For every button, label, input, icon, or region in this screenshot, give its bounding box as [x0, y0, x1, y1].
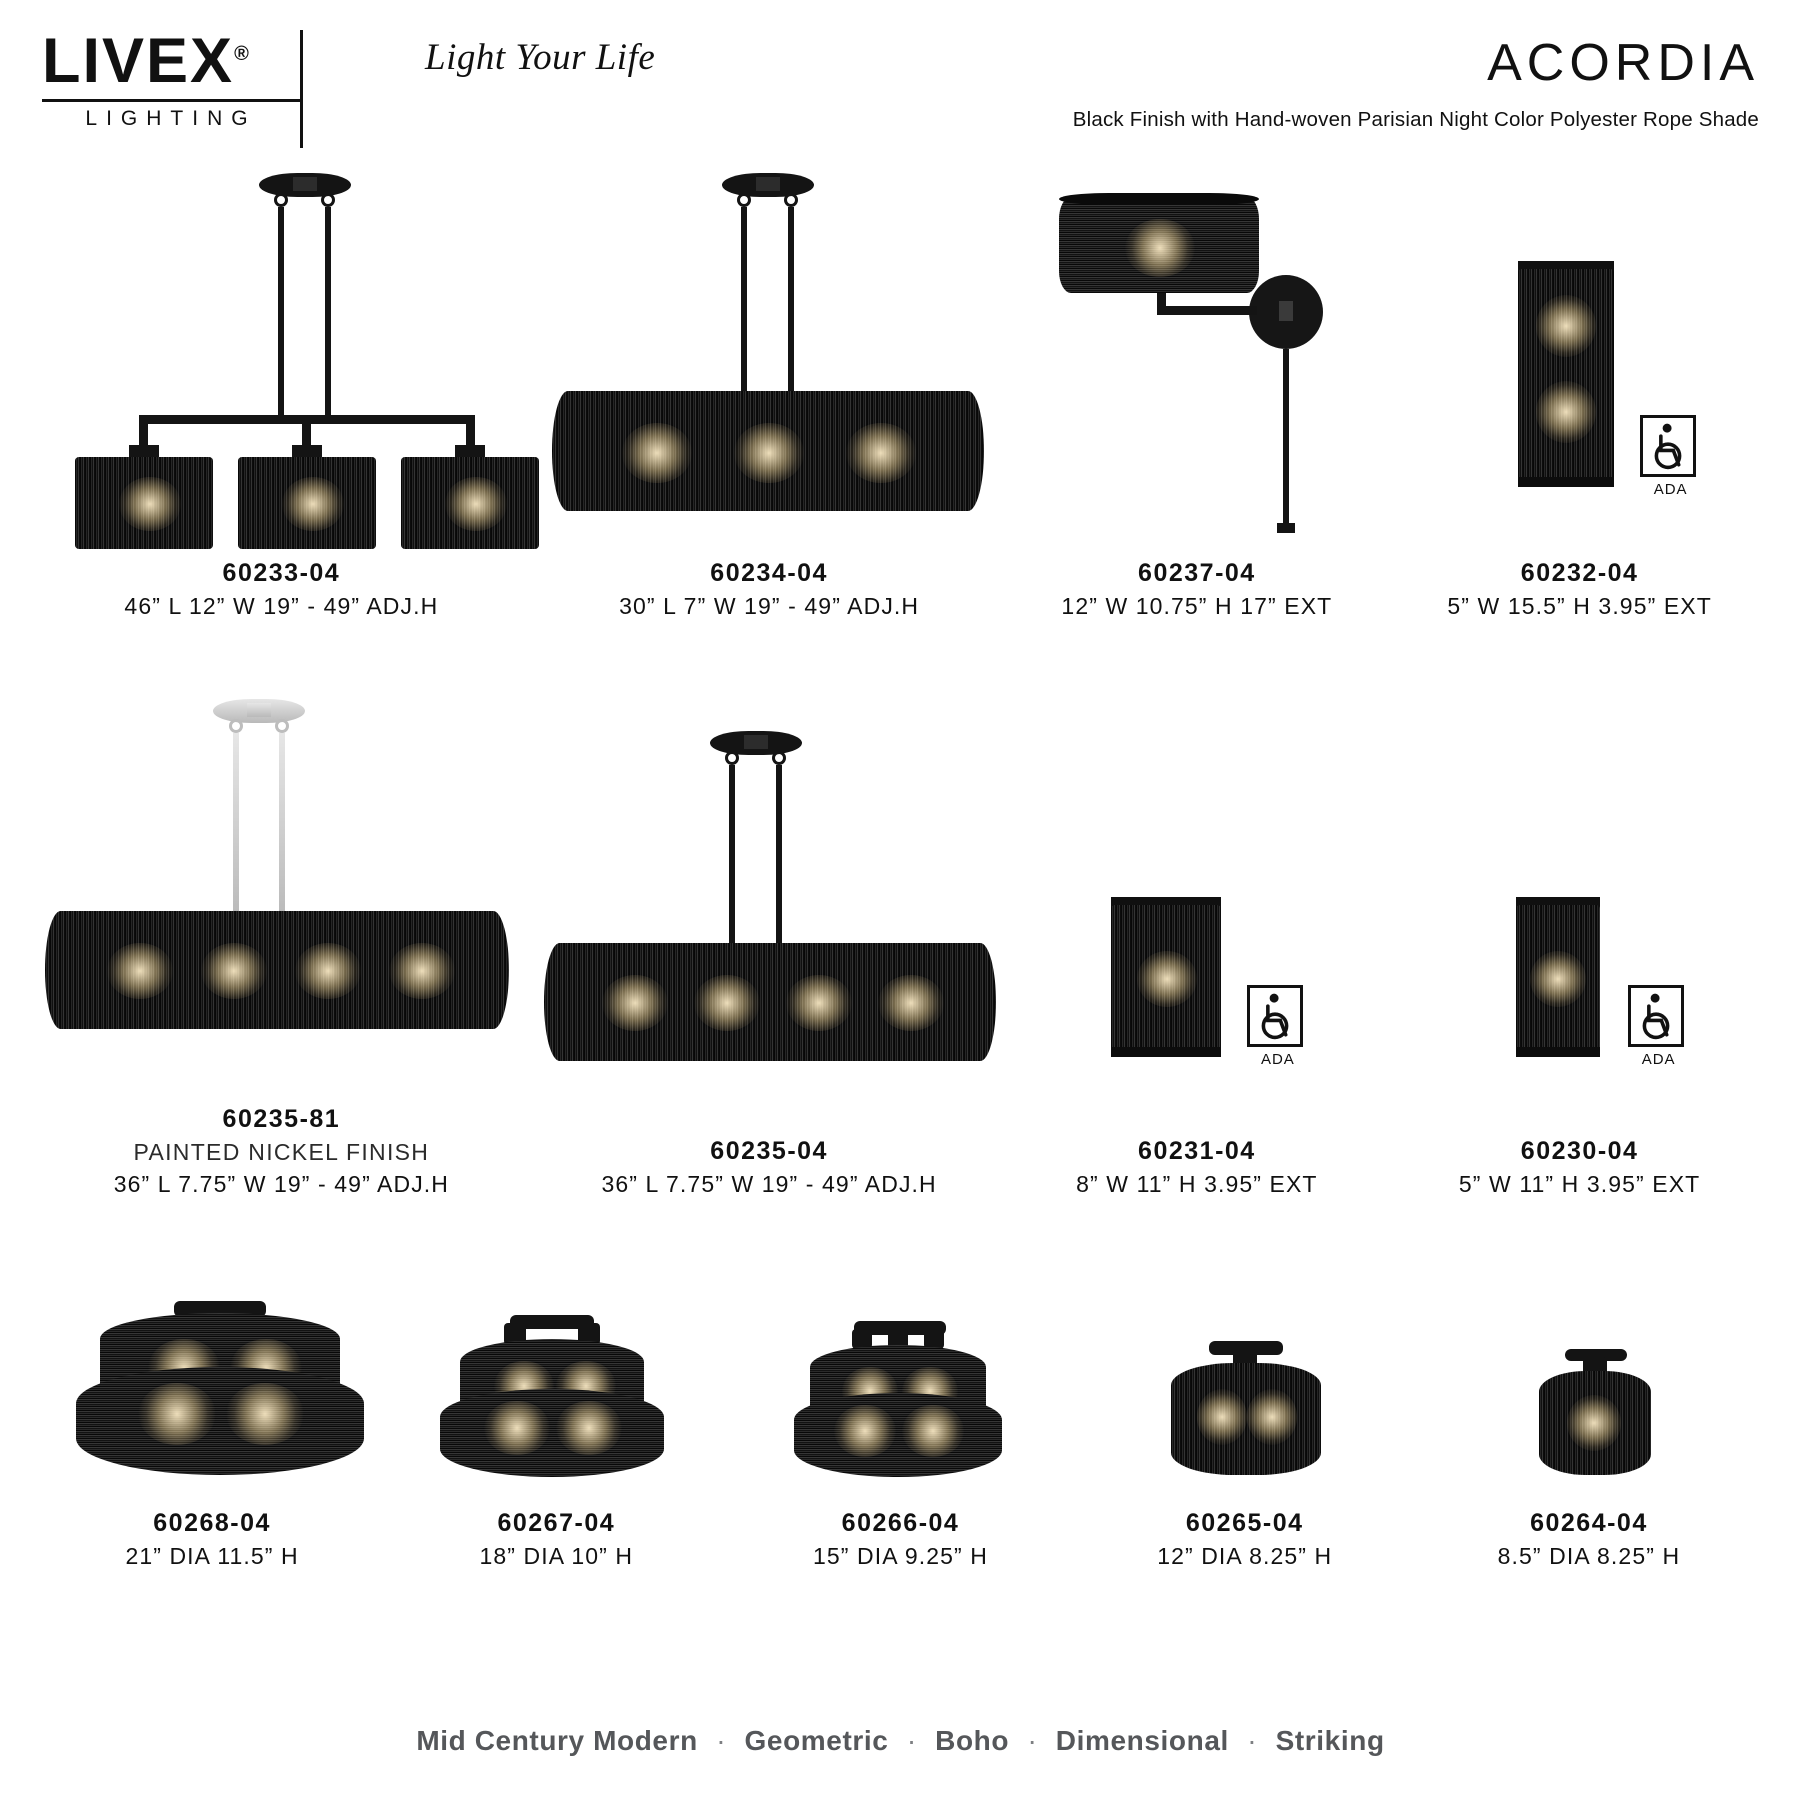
rope-shade-wide [1111, 905, 1221, 1051]
product-illustration-60267 [384, 1293, 728, 1503]
product-illustration-60232 [1390, 163, 1770, 553]
product-illustration-60268 [40, 1293, 384, 1503]
bulb-glow [622, 423, 692, 483]
product-sku: 60264-04 [1530, 1509, 1648, 1537]
product-illustration-60264 [1417, 1293, 1761, 1503]
product-sku: 60232-04 [1520, 559, 1639, 587]
product-illustration-60235-81 [31, 689, 531, 1099]
keyword-4: Striking [1275, 1725, 1385, 1756]
rope-drum-shade [1059, 197, 1259, 293]
product-dimensions: 36” L 7.75” W 19” - 49” ADJ.H [601, 1171, 937, 1197]
product-dimensions: 12” W 10.75” H 17” EXT [1061, 593, 1333, 619]
product-caption [534, 1137, 1004, 1198]
bulb-glow [786, 975, 852, 1031]
product-caption [1007, 559, 1387, 620]
swing-arm-horizontal [1157, 306, 1257, 315]
product-caption [31, 1105, 531, 1198]
bulb-glow [1247, 1389, 1297, 1445]
product-cell[interactable] [31, 689, 531, 1198]
product-dimensions: 21” DIA 11.5” H [125, 1543, 299, 1569]
brand-tagline: Light Your Life [425, 37, 656, 78]
rope-shade-oval [544, 943, 996, 1061]
support-stem-right [788, 207, 794, 397]
product-caption [534, 559, 1004, 620]
bulb-glow [226, 1383, 304, 1445]
product-cell[interactable] [1390, 721, 1770, 1198]
rope-drum-shade [1539, 1371, 1651, 1475]
bulb-glow [484, 1401, 550, 1455]
product-illustration-60233 [31, 163, 531, 553]
bulb-glow [1125, 219, 1195, 277]
hanger-loop-right [275, 719, 289, 733]
bulb-glow [834, 1405, 896, 1457]
hanger-loop-left [274, 193, 288, 207]
rope-shade-right [401, 457, 539, 549]
product-illustration-60237 [1007, 163, 1387, 553]
hanger-loop-left [725, 751, 739, 765]
product-illustration-60230 [1390, 721, 1770, 1131]
bulb-glow [734, 423, 804, 483]
product-caption [1007, 1137, 1387, 1198]
product-illustration-60266 [728, 1293, 1072, 1503]
logo-vertical-divider [300, 30, 303, 148]
product-illustration-60265 [1073, 1293, 1417, 1503]
product-sku: 60266-04 [841, 1509, 960, 1537]
product-illustration-60231 [1007, 721, 1387, 1131]
product-cell[interactable] [40, 1293, 384, 1570]
brand-logo [42, 26, 342, 131]
product-sku: 60268-04 [153, 1509, 271, 1537]
canopy-detail [293, 177, 317, 191]
rope-drum-lower [76, 1367, 364, 1475]
bulb-glow [878, 975, 944, 1031]
ada-label: ADA [1653, 481, 1688, 498]
product-caption [1073, 1509, 1417, 1570]
product-dimensions: 36” L 7.75” W 19” - 49” ADJ.H [113, 1171, 450, 1197]
shade-top-rim [1059, 193, 1259, 205]
support-stem-left [729, 765, 735, 951]
bulb-glow [1530, 951, 1586, 1007]
footer-keywords [0, 1725, 1801, 1757]
bulb-glow [1536, 295, 1596, 357]
sconce-bottom-cap [1516, 1047, 1600, 1057]
product-dimensions: 5” W 11” H 3.95” EXT [1458, 1171, 1701, 1197]
product-row-3 [0, 1260, 1801, 1570]
ada-badge [1628, 985, 1684, 1068]
product-caption [40, 1509, 384, 1570]
product-sku: 60230-04 [1520, 1137, 1639, 1165]
cord-plug [1277, 523, 1295, 533]
product-caption [31, 559, 531, 620]
product-row-2 [0, 658, 1801, 1198]
keyword-2: Boho [935, 1725, 1010, 1756]
product-dimensions: 12” DIA 8.25” H [1157, 1543, 1333, 1569]
support-stem-left [741, 207, 747, 397]
rope-shade-oval [552, 391, 984, 511]
product-dimensions: 15” DIA 9.25” H [812, 1543, 989, 1569]
rope-drum-lower [794, 1393, 1002, 1477]
product-caption [1417, 1509, 1761, 1570]
backplate-switch [1279, 301, 1293, 321]
hanger-loop-right [772, 751, 786, 765]
product-sku: 60233-04 [222, 559, 341, 587]
ada-badge [1640, 415, 1696, 498]
product-illustration-60235-04 [534, 721, 1004, 1131]
keyword-0: Mid Century Modern [416, 1725, 698, 1756]
bulb-glow [556, 1401, 622, 1455]
canopy-detail [744, 735, 768, 749]
product-cell[interactable] [1390, 163, 1770, 620]
hanger-loop-right [321, 193, 335, 207]
keyword-separator: · [1247, 1725, 1258, 1756]
product-cell[interactable] [1073, 1293, 1417, 1570]
keyword-3: Dimensional [1055, 1725, 1229, 1756]
series-title: ACORDIA [1487, 34, 1759, 92]
rope-shade-left [75, 457, 213, 549]
registered-trademark-icon: ® [234, 43, 249, 65]
product-sku: 60237-04 [1138, 559, 1256, 587]
product-sku: 60231-04 [1138, 1137, 1256, 1165]
product-dimensions: 8” W 11” H 3.95” EXT [1076, 1171, 1318, 1197]
product-finish: PAINTED NICKEL FINISH [133, 1139, 430, 1165]
support-stem-right [279, 733, 285, 919]
sconce-bottom-cap [1518, 477, 1614, 487]
bulb-glow [138, 1383, 216, 1445]
bulb-glow [295, 943, 361, 999]
page-header [0, 0, 1801, 150]
product-cell[interactable] [534, 721, 1004, 1198]
product-dimensions: 46” L 12” W 19” - 49” ADJ.H [124, 593, 439, 619]
product-dimensions: 30” L 7” W 19” - 49” ADJ.H [619, 593, 920, 619]
rope-drum-shade [1171, 1363, 1321, 1475]
product-sku: 60234-04 [710, 559, 828, 587]
product-dimensions: 18” DIA 10” H [479, 1543, 634, 1569]
keyword-separator: · [1027, 1725, 1038, 1756]
support-stem-left [278, 207, 284, 423]
keyword-separator: · [716, 1725, 727, 1756]
product-sku: 60265-04 [1185, 1509, 1304, 1537]
sconce-bottom-cap [1111, 1047, 1221, 1057]
product-cell[interactable] [534, 163, 1004, 620]
bulb-glow [1536, 381, 1596, 443]
product-cell[interactable] [728, 1293, 1072, 1570]
canopy-detail [756, 177, 780, 191]
series-description: Black Finish with Hand-woven Parisian Night Color Polyester Rope Shade [1072, 108, 1759, 131]
hanger-loop-left [737, 193, 751, 207]
keyword-1: Geometric [744, 1725, 889, 1756]
rope-shade-narrow [1516, 905, 1600, 1051]
product-cell[interactable] [384, 1293, 728, 1570]
bulb-glow [107, 943, 173, 999]
product-row-1 [0, 150, 1801, 620]
product-sku: 60235-81 [222, 1105, 341, 1133]
bulb-glow [846, 423, 916, 483]
rope-drum-lower [440, 1389, 664, 1477]
product-cell[interactable] [1007, 721, 1387, 1198]
brand-subtitle: LIGHTING [85, 107, 257, 130]
product-illustration-60234 [534, 163, 1004, 553]
logo-divider [42, 99, 300, 102]
bulb-glow [445, 477, 507, 531]
bulb-glow [902, 1405, 964, 1457]
hanger-loop-right [784, 193, 798, 207]
bulb-glow [1137, 951, 1197, 1007]
product-dimensions: 5” W 15.5” H 3.95” EXT [1447, 593, 1712, 619]
product-dimensions: 8.5” DIA 8.25” H [1497, 1543, 1681, 1569]
brand-name-text: LIVEX [42, 26, 235, 96]
rope-shade-center [238, 457, 376, 549]
rope-shade-tall [1518, 269, 1614, 481]
ada-label: ADA [1260, 1051, 1295, 1068]
ada-badge [1247, 985, 1303, 1068]
hanger-loop-left [229, 719, 243, 733]
ada-label: ADA [1641, 1051, 1676, 1068]
product-caption [1390, 559, 1770, 620]
support-stem-right [776, 765, 782, 951]
product-cell[interactable] [31, 163, 531, 620]
brand-name [42, 26, 249, 96]
product-caption [728, 1509, 1072, 1570]
bulb-glow [602, 975, 668, 1031]
product-caption [384, 1509, 728, 1570]
bulb-glow [694, 975, 760, 1031]
power-cord [1283, 349, 1289, 529]
canopy-detail [247, 703, 271, 717]
bulb-glow [1197, 1389, 1247, 1445]
bulb-glow [282, 477, 344, 531]
bulb-glow [389, 943, 455, 999]
bulb-glow [119, 477, 181, 531]
product-sku: 60267-04 [497, 1509, 616, 1537]
keyword-separator: · [906, 1725, 917, 1756]
rope-shade-oval [45, 911, 509, 1029]
support-stem-left [233, 733, 239, 919]
product-sku: 60235-04 [710, 1137, 828, 1165]
bulb-glow [201, 943, 267, 999]
product-cell[interactable] [1417, 1293, 1761, 1570]
bulb-glow [1567, 1395, 1621, 1451]
product-caption [1390, 1137, 1770, 1198]
product-cell[interactable] [1007, 163, 1387, 620]
support-stem-right [325, 207, 331, 423]
